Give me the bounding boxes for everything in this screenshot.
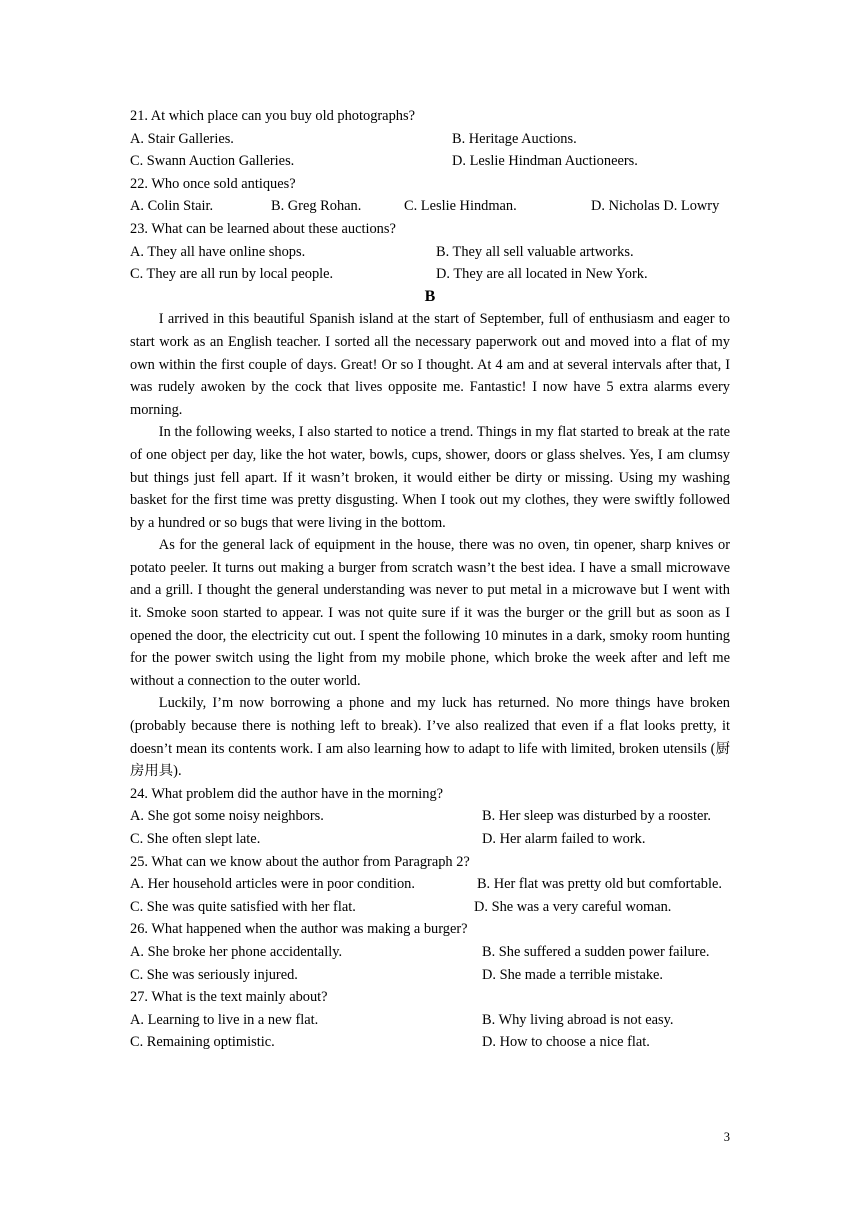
option-24a: A. She got some noisy neighbors. bbox=[130, 808, 324, 825]
option-21b: B. Heritage Auctions. bbox=[452, 130, 577, 147]
options-row bbox=[130, 195, 730, 218]
option-23b: B. They all sell valuable artworks. bbox=[436, 243, 634, 260]
question-22: 22. Who once sold antiques? bbox=[130, 175, 296, 192]
option-27a: A. Learning to live in a new flat. bbox=[130, 1011, 319, 1028]
option-23c: C. They are all run by local people. bbox=[130, 266, 334, 283]
passage-paragraph-1: I arrived in this beautiful Spanish island at the start of September, full of enthusiasm and eager to start work as an English teacher. I sorted all the necessary paperwork out and moved into a flat of my own within the first couple of days. Great! Or so I thought. At 4 am and at several intervals after that, I was rudely awoken by the cock that lives opposite me. Fantastic! I now have 5 extra alarms every morning. bbox=[130, 311, 730, 418]
question-21: 21. At which place can you buy old photographs? bbox=[130, 108, 415, 124]
question-27: 27. What is the text mainly about? bbox=[130, 989, 328, 1006]
option-22b: B. Greg Rohan. bbox=[271, 198, 362, 215]
option-22c: C. Leslie Hindman. bbox=[404, 198, 517, 215]
option-23a: A. They all have online shops. bbox=[130, 243, 306, 260]
options-row bbox=[130, 241, 730, 264]
option-22a: A. Colin Stair. bbox=[130, 198, 214, 215]
option-25c: C. She was quite satisfied with her flat. bbox=[130, 898, 356, 915]
option-27b: B. Why living abroad is not easy. bbox=[482, 1011, 674, 1028]
options-row bbox=[130, 150, 730, 173]
options-row bbox=[130, 1031, 730, 1054]
option-21a: A. Stair Galleries. bbox=[130, 130, 234, 147]
passage-paragraph-2: In the following weeks, I also started to notice a trend. Things in my flat started to break at the rate of one object per day, like the hot water, bowls, cups, shower, doors or glass shelves. Yes, I am clumsy but things just fell apart. If it wasn’t broken, it would either be dirty or missing. Using my washing basket for the first time was pretty disgusting. When I took out my clothes, they were swiftly followed by a hundred or so bugs that were living in the bottom. bbox=[130, 424, 730, 531]
question-25: 25. What can we know about the author from Paragraph 2? bbox=[130, 853, 470, 870]
option-21c: C. Swann Auction Galleries. bbox=[130, 153, 295, 170]
question-23: 23. What can be learned about these auctions? bbox=[130, 220, 396, 237]
options-row bbox=[130, 128, 730, 151]
options-row bbox=[130, 805, 730, 828]
option-22d: D. Nicholas D. Lowry bbox=[591, 198, 720, 215]
option-25b: B. Her flat was pretty old but comfortable. bbox=[476, 876, 722, 893]
option-25d: D. She was a very careful woman. bbox=[474, 898, 672, 915]
options-row bbox=[130, 828, 730, 851]
options-row bbox=[130, 263, 730, 286]
options-row bbox=[130, 1009, 730, 1032]
options-row bbox=[130, 896, 730, 919]
option-24d: D. Her alarm failed to work. bbox=[482, 831, 646, 847]
passage-paragraph-3: As for the general lack of equipment in the house, there was no oven, tin opener, sharp knives or potato peeler. It turns out making a burger from scratch wasn’t the best idea. I have a small microwave and a grill. I thought the general understanding was never to put metal in a microwave but I went with it. Smoke soon started to appear. I was not quite sure if it was the burger or the grill but as soon as I opened the door, the electricity cut out. I spent the following 10 minutes in a dark, smoky room hunting for the power switch using the light from my mobile phone, which broke the week after and left me without a connection to the outer world. bbox=[130, 537, 730, 689]
question-24: 24. What problem did the author have in the morning? bbox=[130, 785, 444, 802]
page-content bbox=[130, 105, 730, 1054]
option-24b: B. Her sleep was disturbed by a rooster. bbox=[482, 808, 711, 825]
options-row bbox=[130, 941, 730, 964]
page-number: 3 bbox=[723, 1130, 730, 1144]
options-row bbox=[130, 964, 730, 987]
option-24c: C. She often slept late. bbox=[130, 831, 261, 847]
option-27c: C. Remaining optimistic. bbox=[130, 1034, 275, 1051]
passage-paragraph-4: Luckily, I’m now borrowing a phone and my luck has returned. No more things have broken (probably because there is nothing left to break). I’ve also realized that even if a flat looks pretty, it doesn’t mean its contents work. I am also learning how to adapt to life with limited, broken utensils (厨房用具). bbox=[130, 695, 730, 780]
section-heading: B bbox=[424, 287, 436, 305]
question-26: 26. What happened when the author was making a burger? bbox=[130, 921, 468, 938]
option-26b: B. She suffered a sudden power failure. bbox=[482, 943, 710, 960]
option-25a: A. Her household articles were in poor condition. bbox=[130, 876, 415, 893]
option-26c: C. She was seriously injured. bbox=[130, 966, 298, 983]
options-row bbox=[130, 873, 730, 896]
option-26a: A. She broke her phone accidentally. bbox=[130, 943, 343, 960]
option-23d: D. They are all located in New York. bbox=[436, 266, 648, 283]
option-27d: D. How to choose a nice flat. bbox=[482, 1034, 650, 1051]
option-21d: D. Leslie Hindman Auctioneers. bbox=[452, 153, 638, 170]
option-26d: D. She made a terrible mistake. bbox=[482, 966, 664, 983]
